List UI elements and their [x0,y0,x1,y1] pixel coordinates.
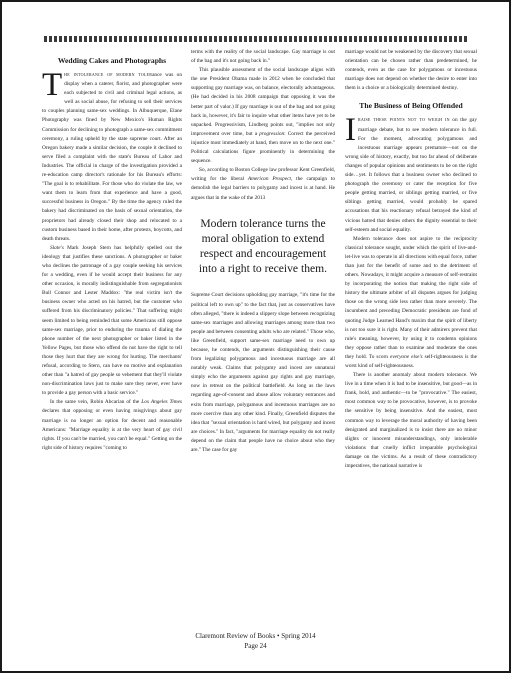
section-heading-offended: The Business of Being Offended [359,101,463,111]
paragraph: Supreme Court decisions upholding gay marriage, "it's time for the political left to own up" to the fact that, just as conservatives have often alleged, "there is indeed a slippery slope between recognizing same-sex marriages and allowing marriages among more than two people and between consenting adults who are related." Those who, like Greenfield, support same-sex marriage need to own up because, he contends, the arguments distinguishing their cause from legalizing polygamous and incestuous marriage are all notably weak. Claims that polygamy and incest are unnatural simply echo the arguments against gay rights and gay marriage, now in retreat on the political battlefield. As long as the laws regarding age-of-consent and abuse allow voluntary entrances and exits from marriage, polygamous and incestuous marriages are no more coercive than any other kind. Finally, Greenfield disputes the idea that "sexual orientation is hard wired, but polygamy and incest are choices." In fact, "arguments for marriage equality do not really depend on the claim that people have no choice about who they are." The case for gay [191,292,335,453]
paragraph: There is another anomaly about modern tolerance. We live in a time when it is bad to be insensitive, but good—as in frank, bold, and authentic—to be "provocative." The easiest, most common way to be provocative, however, is to provoke the sensitive by being insensitive. And the easiest, most common way to leverage the moral authority of having been denigrated and marginalized is to insist there are no minor slights or innocent misunderstandings, only intolerable violations that cruelly inflict irreparable psychological damage on the victims. As a result of these contradictory imperatives, the national narrative is [345,372,477,470]
column-right [345,48,477,471]
paragraph-text: : Correct the perceived injustice most immediately at hand, then move on to the next one." Political calculations figure prominently in determining the sequence. [191,130,335,165]
publication-name: Slate's [50,244,64,251]
emphasis-text: everyone else's [389,353,423,360]
paragraph: terms with the reality of the social landscape. Gay marriage is out of the bag and it's not going back in." [191,49,335,65]
lead-in-text: he intolerance of modern toler [64,72,153,78]
paragraph: marriage would not be weakened by the discovery that sexual orientation can be chosen rather than predetermined, he contends, even as the case for polygamous or incestuous marriage does not depend on whether the desire to enter into them is a choice or a biologically determined destiny. [345,49,477,92]
column-left [42,48,182,453]
paragraph-text: ance was on display when a caterer, florist, and photographer were each subjected to civil and criminal legal actions, as well as social abuse, for refusing to sell their services to couples planning same-sex weddings. In Albuquerque, Elane Photography was fined by New Mexico's Human Rights Commission for declining to photograph a same-sex commitment ceremony, a ruling upheld by the state supreme court. After an Oregon bakery made a similar decision, the couple it declined to serve filed a complaint with the state's Bureau of Labor and Industries. The official in charge of the investigation provided a re-education camp director's rationale for his Bureau's efforts: "The goal is to rehabilitate. For those who do violate the law, we want them to learn from that experience and have a good, successful business in Oregon." By the time the agency ruled the bakery had discriminated on the basis of sexual orientation, the proprietors had already closed their shop and relocated to a custom business based in their home, after protests, boycotts, and death threats. [42,72,182,242]
page-number: Page 24 [244,642,267,650]
publication-name: American Prospect [247,176,291,183]
paragraph-text: This plausible assessment of the social landscape aligns with the one President Obama made in 2012 when he concluded that supporting gay marriage was, on balance, electorally advantageous. (He had decided in his 2008 campaign that opposing it was the better part of valor.) If gay marriage is out of the bag and not going back in, however, it's fair to inquire what other items have yet to be unpacked. Progressivism, Lindberg points out, "implies not only improvement over time, but a [191,67,335,137]
section-heading-wedding: Wedding Cakes and Photographs [57,56,167,65]
publication-line: Claremont Review of Books • Spring 2014 [195,632,316,640]
paragraph-text: , the campaign to demolish the legal barriers to polygamy and incest is at hand. He argues that in the wake of the 2013 [191,176,335,201]
publication-name: Los Angeles Times [141,399,182,406]
pull-quote: Modern tolerance turns the moral obligation to extend respect and encouragement into a right to receive them. [198,216,328,276]
paragraph [191,66,335,166]
paragraph [42,244,182,399]
paragraph-text: So, according to Boston College law professor Kent Greenfield, writing for the liberal [191,167,335,183]
paragraph-text: Modern tolerance does not aspire to the reciprocity classical tolerance sought, under which the spirit of live-and-let-live was to operate in all directions with equal force, rather than just for the benefit of some and to the detriment of others. Nowadays, it might acquire a measure of self-restraint by incorporating the notion that making the right side of history the ultimate arbiter of all disputes argues for judging those on the wrong side less rather than more severely. The incumbent and preceding Democratic presidents are fond of quoting Judge Learned Hand's maxim that the spirit of liberty is not too sure it is right. Many of their admirers prevent that rule's meaning, however, by using it to condemn opinions they oppose rather than to examine and moderate the ones they hold. To scorn [345,235,477,360]
paragraph-text: Mark Joseph Stern has helpfully spelled out the ideology that justifies these sanctions. A photographer or baker who declines the patronage of a gay couple seeking his services for a wedding, even if he would accept their business for any other occasion, is morally indistinguishable from segregationists Bull Connor and Lester Maddox: "the real victim isn't the business owner who acted on his hatred, but the customer who suffered from his discriminatory policies." That suffering might seem limited to being reminded that some Americans still oppose same-sex marriage, prior to enduring the trauma of dialing the phone number of the next photographer or baker listed in the Yellow Pages, but those who offend do not have the right to tell those they hurt that they are wrong for hurting. The merchants' refusal, according to Stern, can have no motive and explanation other than "a hatred of gay people so vehement that they'll violate non-discrimination laws just to make sure they never, ever have to provide a gay person with a basic service." [42,244,182,397]
paragraph [191,166,335,202]
paragraph-text: self-righteousness is the worst kind of self-righteousness. [345,353,477,369]
paragraph-text: declares that opposing or even having misgivings about gay marriage is no longer an option for decent and reasonable Americans: "Marriage equality is at the very heart of gay civil rights. If you can't be married, you can't be equal." Getting on the right side of history requires "coming to [42,408,182,451]
paragraph [345,112,477,234]
column-middle [191,48,335,455]
paragraph [42,67,182,244]
paragraph-text: on the gay marriage debate, but to see modern tolerance in full. For the moment, advocating polygamous and incestuous marriage appears premature—not on the wrong side of history, exactly, but too far ahead of deliberate changes of popular opinions and sentiments to be on the right side…yet. It follows that a business owner who declined to photograph the ceremony or cater the reception for five people getting married, or siblings getting married, or five siblings getting married, would probably be spared accusations that his reactionary refusal betrayed the kind of vicious hatred that denies others the dignity essential to their self-esteem and social equality. [345,117,477,233]
lead-in-text: raise these points not to weigh in [358,117,450,124]
paragraph-text: In the same vein, Robin Abcarian of the [50,399,142,406]
decorative-border-rule [44,36,467,42]
paragraph [42,398,182,453]
emphasis-text: progression [259,130,285,137]
drop-cap: T [42,67,63,103]
drop-cap: I [345,112,356,149]
paragraph [345,235,477,371]
page-footer [2,631,509,651]
